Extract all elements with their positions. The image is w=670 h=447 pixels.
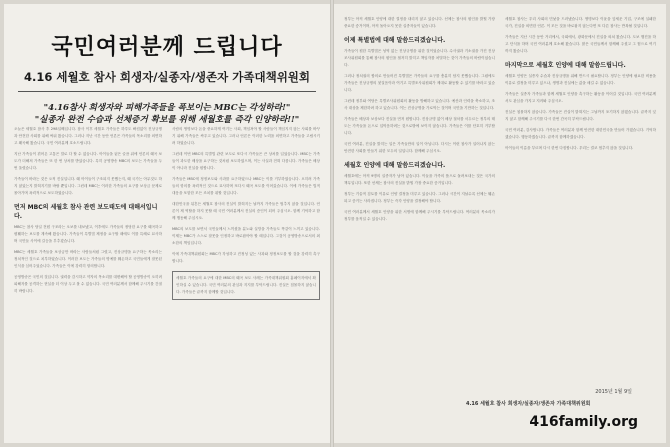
article-columns <box>344 16 656 383</box>
article-columns <box>14 126 320 435</box>
pull-quote-line: "4.16참사 희생자와 피해가족들을 폭보이는 MBC는 각성하라!" <box>43 103 291 113</box>
article-column <box>344 16 495 383</box>
body-paragraph: 세월호 인양은 실종자 수습과 진상규명을 위해 반드시 필요합니다. 정부는 인양에 필요한 비용을 이유로 결정을 미루고 있으나, 생명과 진실에는 값을 매길 수 없습니다. <box>505 74 656 85</box>
boxed-note <box>172 271 320 300</box>
article-column <box>14 126 162 435</box>
body-paragraph: 가족들은 실종자 가족들과 함께 세월호 인양을 촉구하는 활동을 이어갈 것입니다. 국민 여러분께서도 관심을 가지고 지켜봐 주십시오. <box>505 92 656 103</box>
body-paragraph: 아이들의 이름을 부르며 다시 한번 다짐합니다. 우리는 결코 멈추지 않을 것입니다. <box>505 146 634 150</box>
article-column <box>172 126 320 435</box>
signature-organization: 4.16 세월호 참사 희생자/실종자/생존자 가족대책위원회 <box>466 401 591 407</box>
headline: 국민여러분께 드립니다 <box>51 35 283 60</box>
signature-date: 2015년 1월 9일 <box>595 389 632 395</box>
section-heading: 먼저 MBC의 세월호 참사 관련 보도태도에 대해서입니다. <box>14 204 158 220</box>
body-paragraph: 가족들은 지난 시간 동안 거리에서, 국회에서, 광화문에서 진실을 외쳐 왔습니다. 도보 행진을 하고 단식을 하며 국민 여러분께 호소해 왔습니다. 많은 국민들께서 함께해 주셨고 그 힘으로 여기까지 왔습니다. <box>505 35 656 53</box>
body-paragraph: 그런데 정부와 여당은 특별조사위원회의 활동을 방해하고 있습니다. 예산과 인력을 축소하고, 조사 대상을 제한하려 하고 있습니다. 이는 진상규명을 가로막는 것이며 국민을 기만하는 것입니다. <box>344 99 495 110</box>
section-heading: 마지막으로 세월호 인양에 대해 말씀드립니다. <box>505 62 626 69</box>
section-heading: 이제 특별법에 대해 말씀드리겠습니다. <box>344 37 446 44</box>
body-paragraph: 이에 가족대책위원회는 MBC가 각성하고 진정성 있는 사과와 정정보도를 할 것을 강력히 촉구합니다. <box>172 252 320 263</box>
pull-quote-line: "실종자 완전 수습과 선체증거 확보를 위해 세월호를 즉각 인양하라!!" <box>34 115 300 125</box>
pull-quote <box>14 102 320 126</box>
body-paragraph: 사람의 생명보다 돈을 중요하게 여기는 사회, 책임져야 할 사람들이 책임지지 않는 사회를 바꾸기 위해 가족들은 싸우고 있습니다. 그러나 언론은 이러한 노력을 외면하고 가족들을 고립시키려 하였습니다. <box>172 127 320 145</box>
section-heading: 세월호 인양에 대해 말씀드리겠습니다. <box>344 162 446 169</box>
body-paragraph: 지난 가족들이 겪어온 고통은 말로 다 할 수 없습니다. 아이들을 잃은 슬픔 위에 언론의 왜곡 보도가 더해져 가족들은 또 한 번 상처를 받았습니다. 특히 공영방송 MBC의 보도는 가족들을 두 번 울렸습니다. <box>14 152 162 170</box>
body-paragraph: 가족들이 바라는 것은 오직 진실입니다. 왜 아이들이 구조되지 못했는지, 왜 국가는 아무것도 하지 않았는지 밝혀지기를 바랄 뿐입니다. 그런데 MBC는 이러한 가족들의 요구를 보상금 문제로 몰아가며 폭력적으로 보도하였습니다. <box>14 177 162 195</box>
body-paragraph: 그런데 이번 MBC의 특별법 관련 보도로 또다시 가족들은 큰 상처를 입었습니다. MBC는 가족들이 과도한 배상을 요구하는 것처럼 보도하였으며, 이는 사실과 전혀 다릅니다. 가족들은 배상이 아니라 진실을 원합니다. <box>172 152 320 170</box>
boxed-note-text: 세월호 가족들의 요구에 대한 MBC의 왜곡 보도 사례는 가족대책위원회 홈페이지에서 확인하실 수 있습니다. 국민 여러분의 관심과 지지를 부탁드립니다. 진실은 침몰하지 않습니다. 가족들은 끝까지 함께할 것입니다. <box>176 276 316 294</box>
body-paragraph: 공영방송은 국민의 것입니다. 권력을 감시하고 약자의 목소리를 대변해야 할 공영방송이 오히려 피해자를 공격하는 현실을 더 이상 두고 볼 수 없습니다. 국민 여러분께서 함께해 주시기를 간절히 바랍니다. <box>14 275 162 293</box>
body-paragraph: 진실은 침몰하지 않습니다. 가족들은 진실이 밝혀지는 그날까지 포기하지 않겠습니다. 끝까지 잊지 않고 함께해 주시기를 다시 한번 간곡히 부탁드립니다. <box>505 110 656 121</box>
divider <box>18 91 316 92</box>
body-paragraph: MBC의 보도를 보면서 국민들께서 느끼셨을 분노와 실망을 가족들도 똑같이 느끼고 있습니다. 이제는 MBC가 스스로 잘못을 인정하고 바로잡아야 할 때입니다. 그것이 공영방송으로서의 최소한의 책임입니다. <box>172 227 320 245</box>
body-paragraph: 그러나 정치권의 합의로 만들어진 특별법은 가족들의 요구를 충분히 담지 못했습니다. 그럼에도 가족들은 진상규명의 첫걸음이라 여기고 특별조사위원회가 제대로 활동할 수 있기를 바라고 있습니다. <box>344 74 495 92</box>
body-paragraph: 가족들은 배상과 보상보다 진실을 먼저 원합니다. 진상규명 없이 배상 절차를 서두르는 정부의 태도는 가족들을 돈으로 입막음하려는 것으로밖에 보이지 않습니다. 가족들은 이를 단호히 거부합니다. <box>344 117 495 135</box>
body-paragraph: 세월호에는 아직 9명의 실종자가 남아 있습니다. 이들을 가족의 품으로 돌려보내는 것은 국가의 책무입니다. 또한 선체는 참사의 진실을 밝힐 가장 중요한 증거입니다. <box>344 174 495 185</box>
newspaper-page-right <box>334 4 666 443</box>
newspaper-page-left <box>4 4 330 443</box>
body-paragraph: 오늘은 세월호 참사 후 298일째입니다. 참사 이후 세월호 가족들은 하루도 빠짐없이 진상규명과 안전한 사회를 위해 싸워 왔습니다. 그러나 지난 시간 동안 언론은 가족들의 목소리를 외면하고 왜곡해 왔습니다. 국민 여러분께 호소드립니다. <box>14 127 162 145</box>
body-paragraph: 세월호 참사는 우리 사회의 민낯을 드러냈습니다. 생명보다 이윤을 앞세운 기업, 구조에 실패한 국가, 진실을 외면한 언론. 이 모든 것을 바로잡지 않는다면 또 다른 참사는 반복될 것입니다. <box>505 17 656 28</box>
subheadline: 4.16 세월호 참사 희생자/실종자/생존자 가족대책위원회 <box>23 70 311 84</box>
body-paragraph: 국민 여러분, 감사합니다. 가족들은 여러분과 함께 안전한 대한민국을 만들어 가겠습니다. 기억하겠습니다. 행동하겠습니다. 끝까지 함께하겠습니다. <box>505 128 656 139</box>
body-paragraph: MBC는 세월호 가족들을 보상금만 바라는 사람들처럼 그렸고, 진상규명을 요구하는 목소리는 정치적인 것으로 치부하였습니다. 이러한 보도는 가족들의 명예를 훼손하고 국민들에게 잘못된 인식을 심어주었습니다. 가족들은 이에 강력히 항의합니다. <box>14 250 162 268</box>
body-paragraph: 국민 여러분, 진실을 밝히는 일은 가족들만의 일이 아닙니다. 다시는 이런 참사가 일어나지 않는 안전한 사회를 만들기 위한 모두의 일입니다. 함께해 주십시오. <box>344 142 495 153</box>
body-paragraph: MBC는 참사 당일 전원 구조라는 오보를 내보냈고, 이후에도 가족들의 정당한 요구를 왜곡하고 폄훼하는 보도를 계속해 왔습니다. 가족들이 특별법 제정을 요구할 때에도 이를 특혜로 묘사하며 국민들 사이에 갈등을 부추겼습니다. <box>14 225 162 243</box>
article-column <box>505 16 656 383</box>
body-paragraph: 대한민국을 뒤흔든 세월호 참사의 진실이 밝혀지는 날까지 가족들은 멈추지 않을 것입니다. 언론이 제 역할을 하지 못할 때 국민 여러분께서 진실의 증인이 되어 주십시오. 함께 기억하고 함께 행동해 주십시오. <box>172 202 320 220</box>
website-url: 416family.org <box>529 414 638 430</box>
body-paragraph: 가족들이 원한 특별법은 성역 없는 진상규명을 위한 것이었습니다. 수사권과 기소권을 가진 진상조사위원회를 통해 참사의 원인을 철저히 밝히고 책임자를 처벌하는 것이 가족들의 바람이었습니다. <box>344 49 495 67</box>
body-paragraph: 국민 여러분께서 세월호 인양을 위한 서명에 함께해 주시기를 부탁드립니다. 여러분의 목소리가 정부를 움직일 수 있습니다. <box>344 210 495 221</box>
body-paragraph: 정부는 기술적 검토를 이유로 인양 결정을 미루고 있습니다. 그러나 시간이 지날수록 선체는 훼손되고 증거는 사라집니다. 정부는 즉각 인양을 결정해야 합니다. <box>344 192 495 203</box>
body-paragraph: 가족들은 MBC에 정정보도와 사과를 요구하였으나 MBC는 이를 거부하였습니다. 오히려 가족들의 항의를 폭력적인 것으로 묘사하며 또다시 왜곡 보도를 이어갔습니다. 이에 가족들은 법적 대응을 포함한 모든 조치를 취할 것입니다. <box>172 177 320 195</box>
body-paragraph: 정부는 아직 세월호 인양에 대한 결정을 내리지 않고 있습니다. 선체는 참사의 원인을 밝힐 가장 중요한 증거이며, 아직 돌아오지 못한 실종자들이 있습니다. <box>344 17 495 28</box>
